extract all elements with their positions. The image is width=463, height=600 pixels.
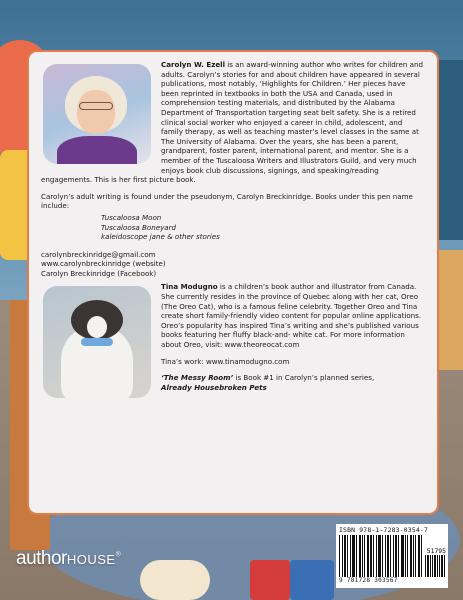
pen-name-book: Tuscaloosa Boneyard: [101, 222, 177, 232]
pen-name-book: Tuscaloosa Moon: [101, 212, 162, 222]
pen-name-book: kaleidoscope jane & other stories: [101, 232, 220, 242]
barcode-stripe: [439, 555, 440, 577]
barcode-stripe: [350, 535, 351, 577]
isbn-number: ISBN 978-1-7283-0354-7: [339, 526, 429, 534]
logo-author: author: [16, 548, 67, 569]
logo-house: HOUSE: [66, 552, 116, 567]
barcode-stripe: [385, 535, 386, 577]
price-bars: [425, 555, 446, 577]
author2-work: Tina’s work: www.tinamodugno.com: [161, 356, 290, 366]
pseudonym-text: Carolyn’s adult writing is found under the pseudonym, Carolyn Breckinridge. Books under this pen name include:: [41, 191, 413, 211]
barcode-stripe: [378, 535, 381, 577]
barcode-stripe: [398, 535, 399, 577]
barcode-stripe: [430, 555, 431, 577]
barcode-stripe: [376, 535, 377, 577]
barcode-stripe: [421, 535, 422, 577]
barcode-stripe: [415, 535, 416, 577]
barcode-stripe: [427, 555, 429, 577]
book-title: ‘The Messy Room’: [161, 373, 234, 383]
barcode-stripe: [367, 535, 369, 577]
logo-trademark: ®: [115, 551, 121, 559]
series-text: is Book #1 in Carolyn’s planned series,: [233, 373, 375, 383]
contact-facebook: Carolyn Breckinridge (Facebook): [41, 268, 157, 278]
series-name: Already Housebroken Pets: [161, 382, 267, 392]
barcode-stripe: [441, 555, 443, 577]
author1-name: Carolyn W. Ezell: [161, 60, 225, 69]
barcode-stripe: [359, 535, 361, 577]
barcode-stripe: [382, 535, 383, 577]
barcode-stripe: [432, 555, 433, 577]
author2-bio-text: is a children’s book author and illustrator from Canada. She currently resides in the province of Quebec along with her cat, Oreo (The Oreo Cat), who is a famous feline celebrity. Together Oreo and Tina create short family-friendly video content for popular online applications. Oreo’s popularity has inspired Tina’s writing and she’s published various books featuring her fluffy black-and- white cat. For more information about Oreo, visit: www.theoreocat.com: [161, 282, 422, 350]
barcode-stripe: [370, 535, 372, 577]
price-code: 51795: [426, 547, 446, 555]
barcode-stripe: [407, 535, 408, 577]
background-toy: [140, 560, 210, 600]
barcode-stripe: [373, 535, 374, 577]
barcode-bars: [339, 535, 423, 577]
barcode-stripe: [395, 535, 397, 577]
author1-bio-text: is an award-winning author who writes for children and adults. Carolyn’s stories for and about children have appeared in several publications, most notably, ‘Highlights for Children.’ Her pieces have been reprinted in textbooks in both the USA and Canada, used in comprehension testing materials, and distributed by the Alabama Department of Transportation targeting seat belt safety. She is a retired clinical social worker who enjoyed a career in child, adolescent, and family therapy, as well as teaching master’s level classes in the same at The University of Alabama. Over the years, she has been a parent, grandparent, foster parent, international parent, and mentor. She is a member of the Tuscaloosa Writers and Illustrators Guild, and very much enjoys book club discussions, signings, and speaking/reading engagements. This is her first picture book.: [41, 60, 423, 185]
barcode-stripe: [362, 535, 363, 577]
barcode-stripe: [444, 555, 445, 577]
barcode-stripe: [401, 535, 404, 577]
background-block: [250, 560, 290, 600]
barcode-stripe: [344, 535, 346, 577]
author-photo-modugno: [43, 286, 151, 398]
barcode-stripe: [418, 535, 420, 577]
contact-list: [41, 250, 425, 279]
barcode-stripe: [437, 555, 438, 577]
author2-name: Tina Modugno: [161, 282, 218, 292]
barcode-stripe: [339, 535, 340, 577]
contact-website: www.carolynbreckinridge (website): [41, 259, 166, 269]
barcode-stripe: [342, 535, 343, 577]
barcode-stripe: [356, 535, 357, 577]
barcode-stripe: [393, 535, 394, 577]
barcode-stripe: [352, 535, 355, 577]
isbn-barcode: [336, 524, 448, 588]
barcode-stripe: [410, 535, 412, 577]
barcode-stripe: [425, 555, 426, 577]
background-block: [290, 560, 334, 600]
barcode-stripe: [364, 535, 365, 577]
author-bio-panel: [27, 50, 439, 515]
barcode-stripe: [413, 535, 414, 577]
barcode-stripe: [347, 535, 348, 577]
contact-email: carolynbreckinridge@gmail.com: [41, 249, 156, 259]
publisher-logo: [16, 548, 120, 570]
barcode-stripe: [434, 555, 436, 577]
barcode-stripe: [390, 535, 391, 577]
author-photo-ezell: [43, 64, 151, 164]
barcode-stripe: [405, 535, 406, 577]
barcode-stripe: [387, 535, 389, 577]
pen-name-book-list: [41, 213, 425, 242]
barcode-digits: 9 781728 303567: [339, 577, 398, 584]
